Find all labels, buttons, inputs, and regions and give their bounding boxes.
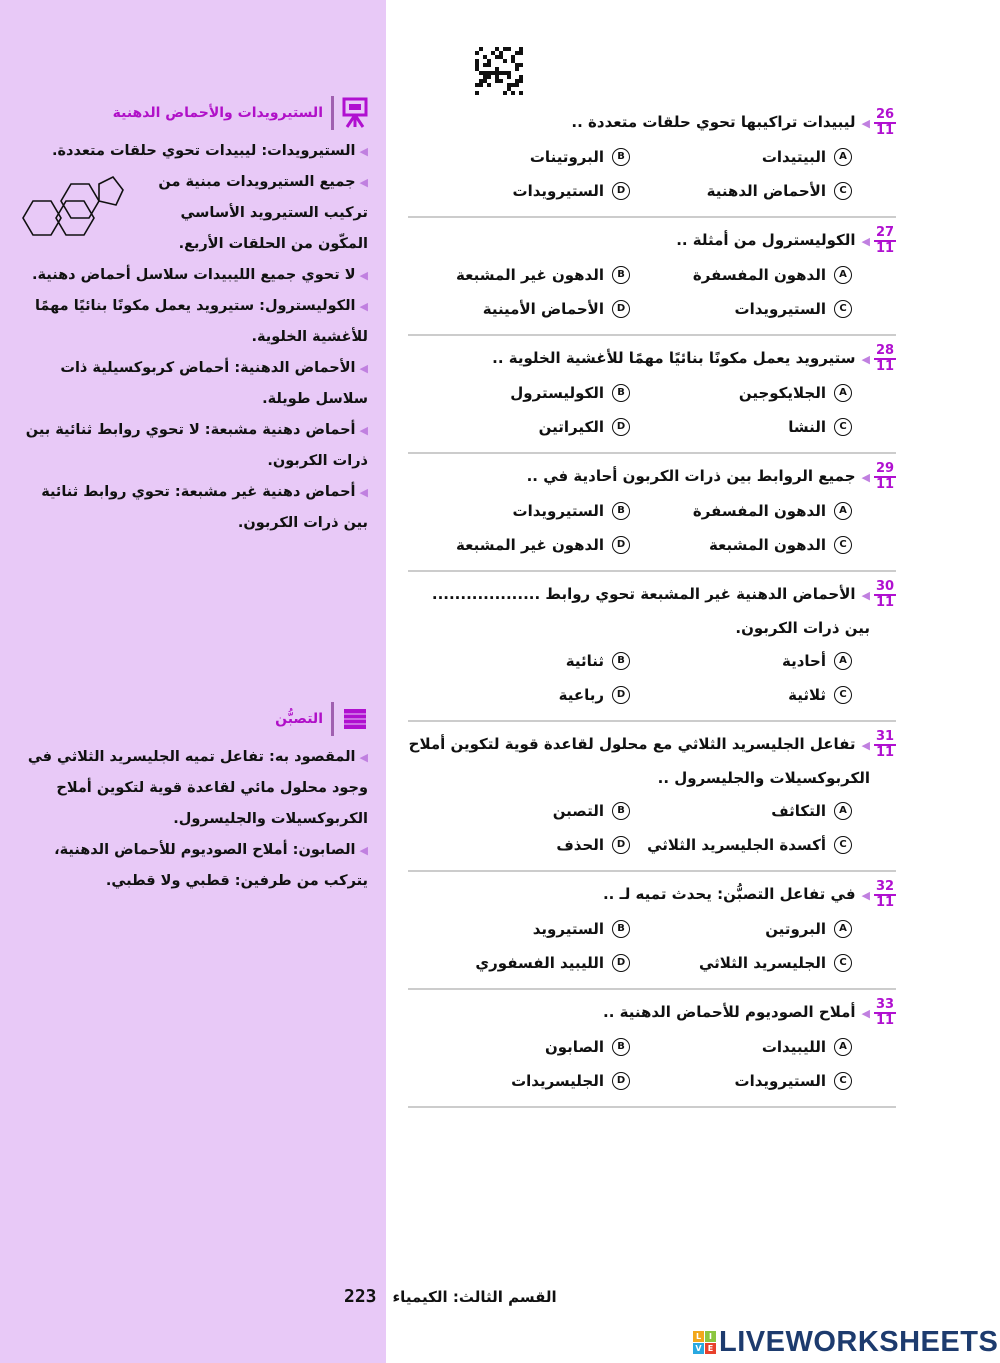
note-item: [18, 136, 368, 167]
option-b[interactable]: [408, 494, 630, 528]
option-d[interactable]: [408, 678, 630, 712]
question-list: [408, 100, 896, 1108]
question-number: 28 11: [875, 343, 895, 374]
option-b[interactable]: [408, 644, 630, 678]
option-letter-badge: A: [834, 384, 852, 402]
option-letter-badge: C: [834, 954, 852, 972]
option-b[interactable]: [408, 794, 630, 828]
option-a[interactable]: [630, 912, 852, 946]
option-letter-badge: B: [612, 384, 630, 402]
option-letter-badge: B: [612, 266, 630, 284]
option-a[interactable]: [630, 1030, 852, 1064]
question-27: [408, 218, 896, 336]
section-header-saponification: [0, 702, 386, 736]
question-number: 32 11: [875, 879, 895, 910]
bullet-arrow-icon: ◀: [861, 471, 870, 484]
question-number: 31 11: [875, 729, 895, 760]
option-a[interactable]: [630, 644, 852, 678]
book-icon: [342, 702, 368, 736]
section-steroids: [0, 96, 386, 702]
options-grid: [408, 1030, 852, 1098]
note-item: [18, 353, 368, 415]
option-text: أحادية: [781, 652, 826, 670]
bullet-arrow-icon: ◀: [359, 751, 368, 764]
option-letter-badge: B: [612, 502, 630, 520]
bullet-arrow-icon: ◀: [359, 844, 368, 857]
liveworksheets-brand: LIVEWORKSHEETS: [719, 1326, 999, 1358]
option-a[interactable]: [630, 494, 852, 528]
option-letter-badge: C: [834, 182, 852, 200]
option-text: الكوليسترول: [510, 384, 604, 402]
option-letter-badge: B: [612, 652, 630, 670]
bullet-arrow-icon: ◀: [359, 145, 368, 158]
question-33: [408, 990, 896, 1108]
note-text: الكوليسترول: ستيرويد يعمل مكونًا بنائيًا مهمًا للأغشية الخلوية.: [34, 298, 368, 345]
option-c[interactable]: [630, 528, 852, 562]
question-32: [408, 872, 896, 990]
option-text: ثنائية: [565, 652, 604, 670]
note-item: [18, 742, 368, 835]
bullet-arrow-icon: ◀: [861, 589, 870, 602]
option-d[interactable]: [408, 528, 630, 562]
bullet-arrow-icon: ◀: [861, 1007, 870, 1020]
note-item: [18, 835, 368, 897]
options-grid: [408, 140, 852, 208]
question-31: [408, 722, 896, 872]
question-26: [408, 100, 896, 218]
note-text: الأحماض الدهنية: أحماض كربوكسيلية ذات سلاسل طويلة.: [60, 360, 368, 407]
bullet-arrow-icon: ◀: [359, 486, 368, 499]
liveworksheets-logo-icon: L I V E: [693, 1331, 716, 1354]
option-text: التكاثف: [771, 802, 826, 820]
option-b[interactable]: [408, 1030, 630, 1064]
page-number: 223: [344, 1286, 377, 1307]
bullet-arrow-icon: ◀: [359, 424, 368, 437]
option-text: رباعية: [558, 686, 604, 704]
option-letter-badge: C: [834, 836, 852, 854]
option-text: النشا: [788, 418, 826, 436]
option-letter-badge: C: [834, 686, 852, 704]
option-b[interactable]: [408, 140, 630, 174]
option-letter-badge: C: [834, 1072, 852, 1090]
options-grid: [408, 794, 852, 862]
bullet-arrow-icon: ◀: [359, 300, 368, 313]
option-letter-badge: A: [834, 502, 852, 520]
option-c[interactable]: [630, 174, 852, 208]
section-header-steroids: [0, 96, 386, 130]
option-text: الحذف: [556, 836, 604, 854]
question-29: [408, 454, 896, 572]
steroid-structure-diagram: [18, 173, 128, 243]
qr-code: [475, 47, 523, 95]
option-text: الستيرويدات: [734, 300, 826, 318]
option-letter-badge: A: [834, 148, 852, 166]
option-b[interactable]: [408, 912, 630, 946]
option-c[interactable]: [630, 410, 852, 444]
option-text: الأحماض الأمينية: [482, 300, 604, 318]
option-letter-badge: A: [834, 802, 852, 820]
question-number: 29 11: [875, 461, 895, 492]
option-text: الستيرويد: [532, 920, 604, 938]
note-text: الصابون: أملاح الصوديوم للأحماض الدهنية، يتركب من طرفين: قطبي ولا قطبي.: [54, 842, 368, 889]
question-30: [408, 572, 896, 722]
option-d[interactable]: [408, 828, 630, 862]
presentation-board-icon: [342, 96, 368, 130]
bullet-arrow-icon: ◀: [861, 235, 870, 248]
option-letter-badge: A: [834, 652, 852, 670]
bullet-arrow-icon: ◀: [861, 739, 870, 752]
option-letter-badge: A: [834, 920, 852, 938]
option-text: الجليسريد الثلاثي: [698, 954, 826, 972]
option-letter-badge: D: [612, 1072, 630, 1090]
divider: [331, 702, 334, 736]
options-grid: [408, 494, 852, 562]
bullet-arrow-icon: ◀: [359, 176, 368, 189]
option-text: الجليسريدات: [511, 1072, 604, 1090]
option-b[interactable]: [408, 376, 630, 410]
option-letter-badge: D: [612, 182, 630, 200]
option-b[interactable]: [408, 258, 630, 292]
page-footer: [344, 1286, 557, 1307]
option-letter-badge: A: [834, 266, 852, 284]
option-text: الليبيدات: [761, 1038, 826, 1056]
note-text: أحماض دهنية غير مشبعة: تحوي روابط ثنائية بين ذرات الكربون.: [41, 484, 368, 531]
option-letter-badge: A: [834, 1038, 852, 1056]
note-item: [18, 260, 368, 291]
option-c[interactable]: [630, 678, 852, 712]
option-letter-badge: D: [612, 300, 630, 318]
note-text: لا تحوي جميع الليبيدات سلاسل أحماض دهنية.: [31, 267, 356, 283]
option-text: الدهون غير المشبعة: [456, 266, 604, 284]
note-item: [18, 291, 368, 353]
option-d[interactable]: [408, 292, 630, 326]
section-title: التصبُّن: [275, 711, 323, 727]
option-c[interactable]: [630, 292, 852, 326]
option-text: الأحماض الدهنية: [706, 182, 826, 200]
question-text: ◀الكوليسترول من أمثلة ..: [676, 231, 870, 249]
question-28: [408, 336, 896, 454]
section-saponification: [0, 702, 386, 897]
option-letter-badge: D: [612, 536, 630, 554]
bullet-arrow-icon: ◀: [861, 117, 870, 130]
option-c[interactable]: [630, 946, 852, 980]
note-text: الستيرويدات: ليبيدات تحوي حلقات متعددة.: [51, 143, 356, 159]
question-text: ◀ليبيدات تراكيبها تحوي حلقات متعددة ..: [571, 113, 870, 131]
option-text: الدهون المفسفرة: [692, 266, 826, 284]
option-letter-badge: D: [612, 954, 630, 972]
option-text: الدهون المشبعة: [708, 536, 826, 554]
option-letter-badge: D: [612, 836, 630, 854]
note-item: [18, 415, 368, 477]
options-grid: [408, 644, 852, 712]
question-text: ◀في تفاعل التصبُّن: يحدث تميه لـ ..: [602, 885, 870, 903]
question-number: 30 11: [875, 579, 895, 610]
option-letter-badge: B: [612, 1038, 630, 1056]
option-letter-badge: C: [834, 536, 852, 554]
option-text: الستيرويدات: [512, 502, 604, 520]
option-text: الستيرويدات: [512, 182, 604, 200]
question-number: 26 11: [875, 107, 895, 138]
option-text: البروتين: [765, 920, 826, 938]
option-text: الدهون غير المشبعة: [456, 536, 604, 554]
question-number: 27 11: [875, 225, 895, 256]
options-grid: [408, 912, 852, 980]
option-d[interactable]: [408, 946, 630, 980]
bullet-arrow-icon: ◀: [861, 889, 870, 902]
option-text: ثلاثية: [788, 686, 826, 704]
options-grid: [408, 376, 852, 444]
option-a[interactable]: [630, 140, 852, 174]
option-letter-badge: D: [612, 686, 630, 704]
option-d[interactable]: [408, 410, 630, 444]
note-text: جميع الستيرويدات مبنية من تركيب الستيرويد الأساسي المكّون من الحلقات الأربع.: [158, 174, 368, 252]
option-text: التصبن: [552, 802, 604, 820]
option-text: الدهون المفسفرة: [692, 502, 826, 520]
option-text: الستيرويدات: [734, 1072, 826, 1090]
liveworksheets-logo: [693, 1326, 998, 1359]
question-text: ◀تفاعل الجليسريد الثلاثي مع محلول لقاعدة قوية لتكوين أملاح الكربوكسيلات والجليسرول ..: [408, 735, 870, 787]
saponification-notes: [18, 742, 368, 897]
option-text: البيتيدات: [761, 148, 826, 166]
bullet-arrow-icon: ◀: [359, 269, 368, 282]
question-text: ◀أملاح الصوديوم للأحماض الدهنية ..: [603, 1003, 870, 1021]
note-item: [18, 167, 368, 260]
option-text: البروتينات: [529, 148, 604, 166]
question-number: 33 11: [875, 997, 895, 1028]
note-item: [18, 477, 368, 539]
divider: [331, 96, 334, 130]
option-text: الجلايكوجين: [738, 384, 826, 402]
bullet-arrow-icon: ◀: [359, 362, 368, 375]
option-a[interactable]: [630, 258, 852, 292]
note-text: أحماض دهنية مشبعة: لا تحوي روابط ثنائية بين ذرات الكربون.: [25, 422, 368, 469]
option-c[interactable]: [630, 828, 852, 862]
option-letter-badge: B: [612, 920, 630, 938]
option-c[interactable]: [630, 1064, 852, 1098]
option-text: الكيراتين: [538, 418, 604, 436]
option-text: أكسدة الجليسريد الثلاثي: [647, 836, 826, 854]
option-letter-badge: D: [612, 418, 630, 436]
steroid-notes: [18, 136, 368, 539]
option-d[interactable]: [408, 1064, 630, 1098]
sidebar-content: [0, 96, 386, 897]
question-text: ◀الأحماض الدهنية غير المشبعة تحوي روابط ................... بين ذرات الكربون.: [431, 585, 870, 637]
option-letter-badge: B: [612, 802, 630, 820]
option-text: الصابون: [544, 1038, 604, 1056]
bullet-arrow-icon: ◀: [861, 353, 870, 366]
question-text: ◀جميع الروابط بين ذرات الكربون أحادية في ..: [526, 467, 870, 485]
question-text: ◀ستيرويد يعمل مكونًا بنائيًا مهمًا للأغشية الخلوية ..: [492, 349, 870, 367]
option-text: الليبيد الفسفوري: [475, 954, 604, 972]
section-title: الستيرويدات والأحماض الدهنية: [112, 105, 323, 121]
option-letter-badge: C: [834, 418, 852, 436]
option-a[interactable]: [630, 376, 852, 410]
option-letter-badge: C: [834, 300, 852, 318]
option-d[interactable]: [408, 174, 630, 208]
option-letter-badge: B: [612, 148, 630, 166]
note-text: المقصود به: تفاعل تميه الجليسريد الثلاثي في وجود محلول مائي لقاعدة قوية لتكوين أملاح الكربوكسيلات والجليسرول.: [27, 749, 368, 827]
footer-section-title: القسم الثالث: الكيمياء: [392, 1287, 557, 1306]
option-a[interactable]: [630, 794, 852, 828]
options-grid: [408, 258, 852, 326]
